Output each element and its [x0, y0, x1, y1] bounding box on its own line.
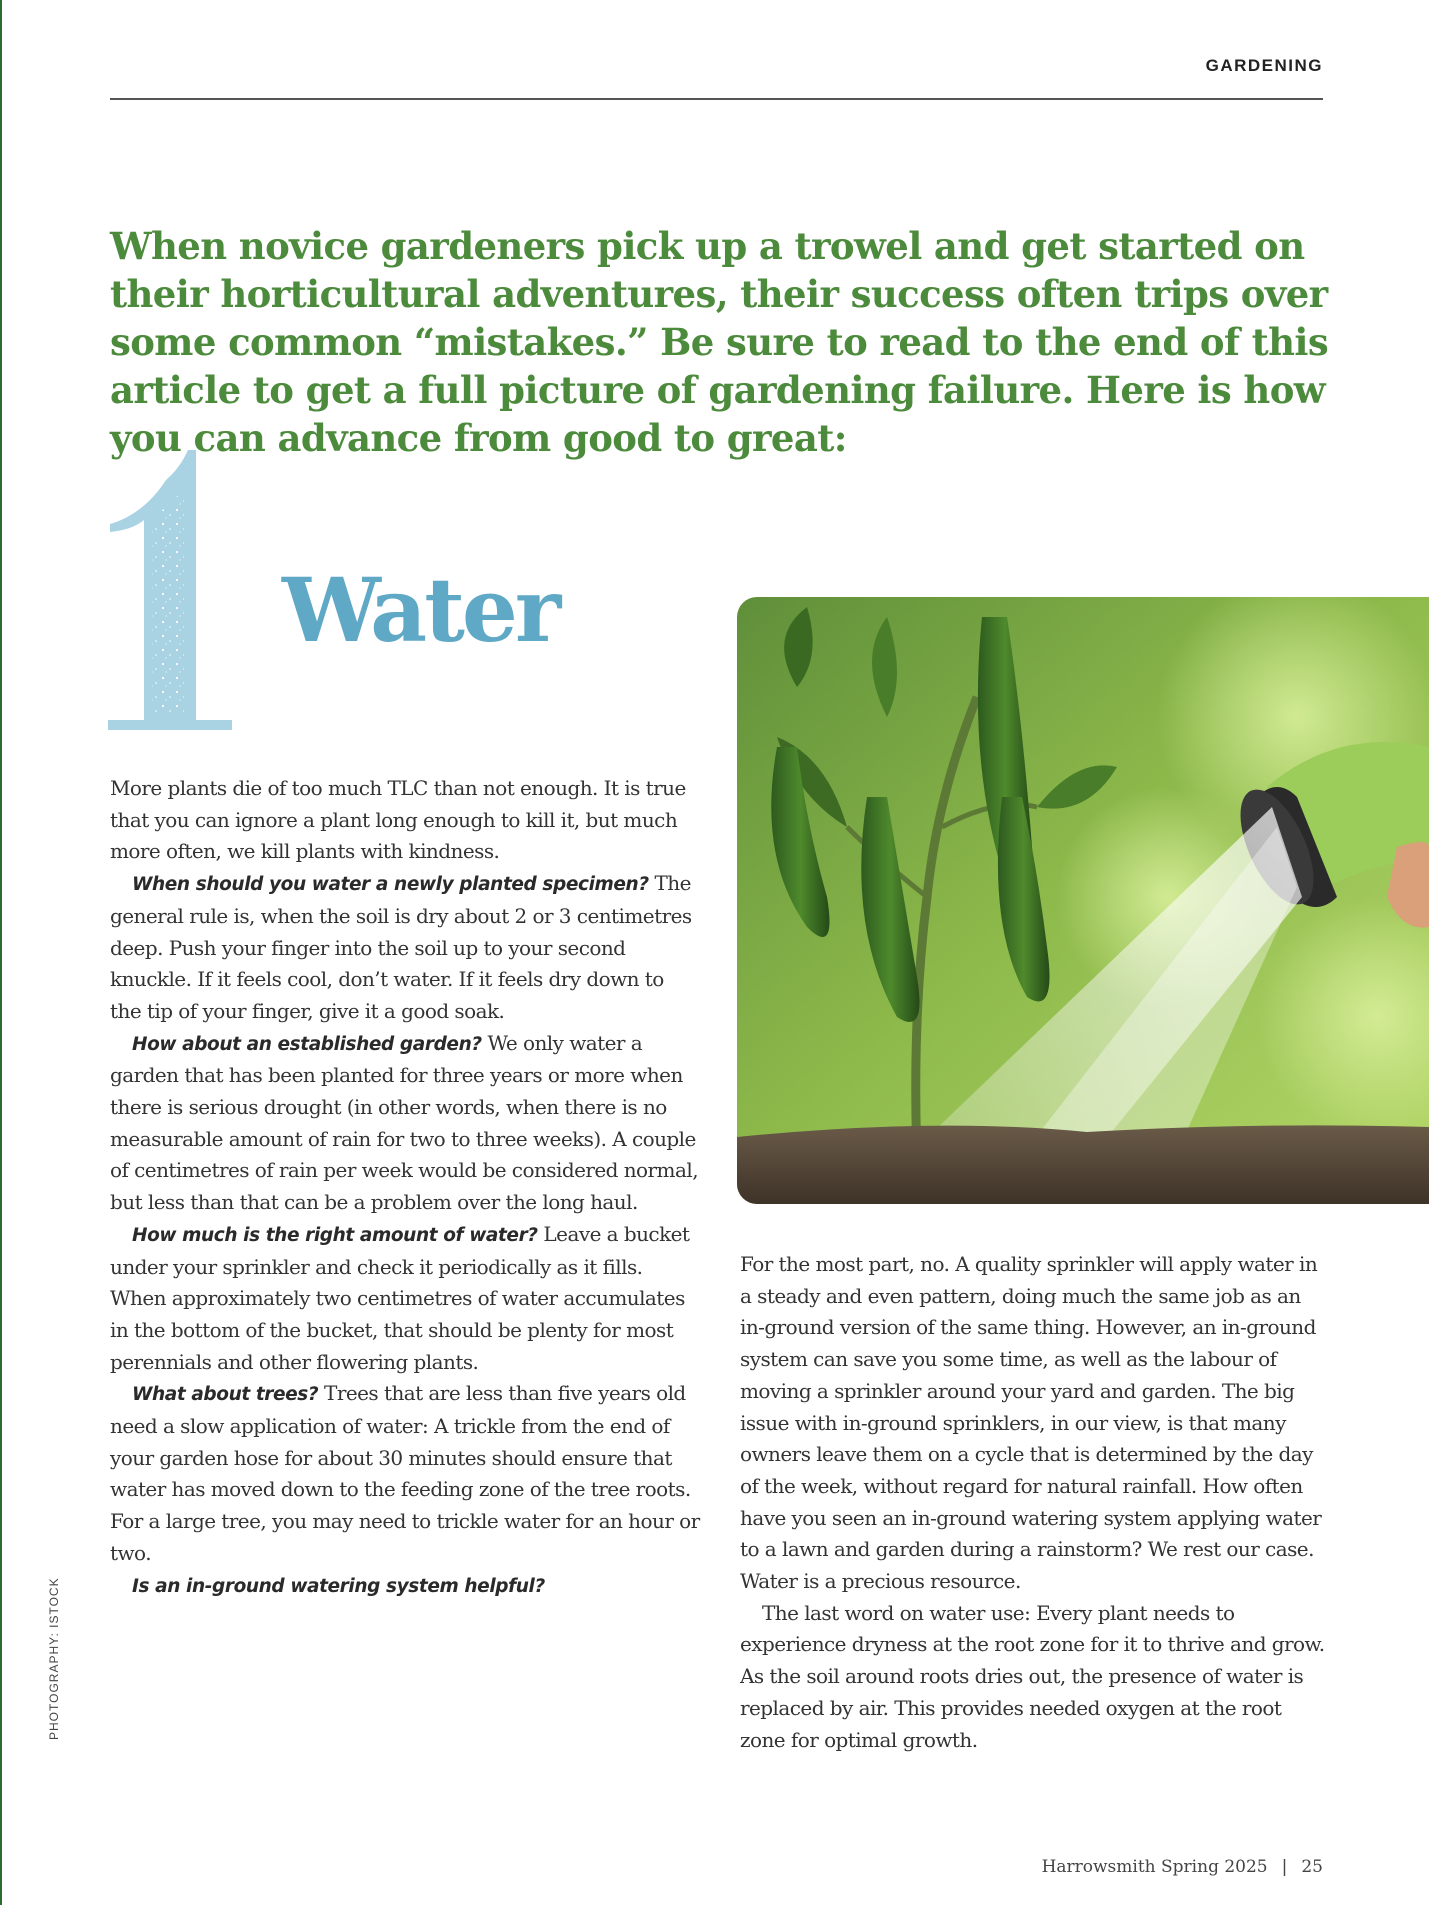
- section-number-numeral: [104, 450, 300, 740]
- answer-text: We only water a garden that has been planted for three years or more when there is serious drought (in other words, when there is no measurable amount of rain for two to three weeks). A couple of centimetres of rain per week would be considered normal, but less than that can be a problem over the long haul.: [110, 1030, 698, 1215]
- body-paragraph: [110, 1570, 700, 1603]
- body-paragraph-continued: For the most part, no. A quality sprinkler will apply water in a steady and even pattern, doing much the same job as an in-ground version of the same thing. However, an in-ground system can save you some time, as well as the labour of moving a sprinkler around your yard and garden. The big issue with in-ground sprinklers, in our view, is that many owners leave them on a cycle that is determined by the day of the week, without regard for natural rainfall. How often have you seen an in-ground watering system applying water to a lawn and garden during a rainstorm? We rest our case. Water is a precious resource.: [740, 1252, 1322, 1594]
- body-paragraph: [110, 1219, 700, 1379]
- intro-paragraph: When novice gardeners pick up a trowel and get started on their horticultural adventures, their success often trips over some common “mistakes.” Be sure to read to the end of this article to get a full picture of gardening failure. Here is how you can advance from good to great:: [110, 224, 1329, 460]
- body-paragraph: [110, 868, 700, 1028]
- page-edge-line: [0, 0, 2, 1905]
- publication-name: Harrowsmith Spring 2025: [1041, 1857, 1268, 1877]
- question-heading: Is an in-ground watering system helpful?: [132, 1575, 545, 1597]
- section-label: GARDENING: [1205, 56, 1323, 75]
- photo-credit: PHOTOGRAPHY: ISTOCK: [47, 1577, 61, 1740]
- section-title: Water: [282, 558, 559, 662]
- answer-text: Trees that are less than five years old need a slow application of water: A trickle from the end of your garden hose for about 30 minutes should ensure that water has moved down to the feeding zone of the tree roots. For a large tree, you may need to trickle water for an hour or two.: [110, 1381, 700, 1565]
- body-column-right: [740, 1249, 1330, 1756]
- body-paragraph: [110, 1028, 700, 1219]
- body-column-left: [110, 773, 700, 1602]
- footer-separator: |: [1281, 1857, 1288, 1877]
- answer-text: The general rule is, when the soil is dry about 2 or 3 centimetres deep. Push your finger into the soil up to your second knuckle. If it feels cool, don’t water. If it feels dry down to the tip of your finger, give it a good soak.: [110, 871, 692, 1023]
- body-paragraph: [110, 1378, 700, 1569]
- answer-text: Leave a bucket under your sprinkler and check it periodically as it fills. When approximately two centimetres of water accumulates in the bottom of the bucket, that should be plenty for most perennials and other flowering plants.: [110, 1221, 690, 1374]
- body-paragraph: More plants die of too much TLC than not enough. It is true that you can ignore a plant long enough to kill it, but much more often, we kill plants with kindness.: [110, 776, 686, 864]
- question-heading: How much is the right amount of water?: [132, 1224, 538, 1246]
- body-paragraph: The last word on water use: Every plant needs to experience dryness at the root zone for it to thrive and grow. As the soil around roots dries out, the presence of water is replaced by air. This provides needed oxygen at the root zone for optimal growth.: [740, 1600, 1325, 1752]
- page-number: 25: [1301, 1857, 1323, 1877]
- question-heading: What about trees?: [132, 1384, 319, 1406]
- header-rule: [110, 98, 1323, 100]
- page-footer: [1042, 1857, 1323, 1877]
- question-heading: When should you water a newly planted specimen?: [132, 874, 649, 896]
- question-heading: How about an established garden?: [132, 1033, 482, 1055]
- photo-pepper-watering: [737, 597, 1429, 1204]
